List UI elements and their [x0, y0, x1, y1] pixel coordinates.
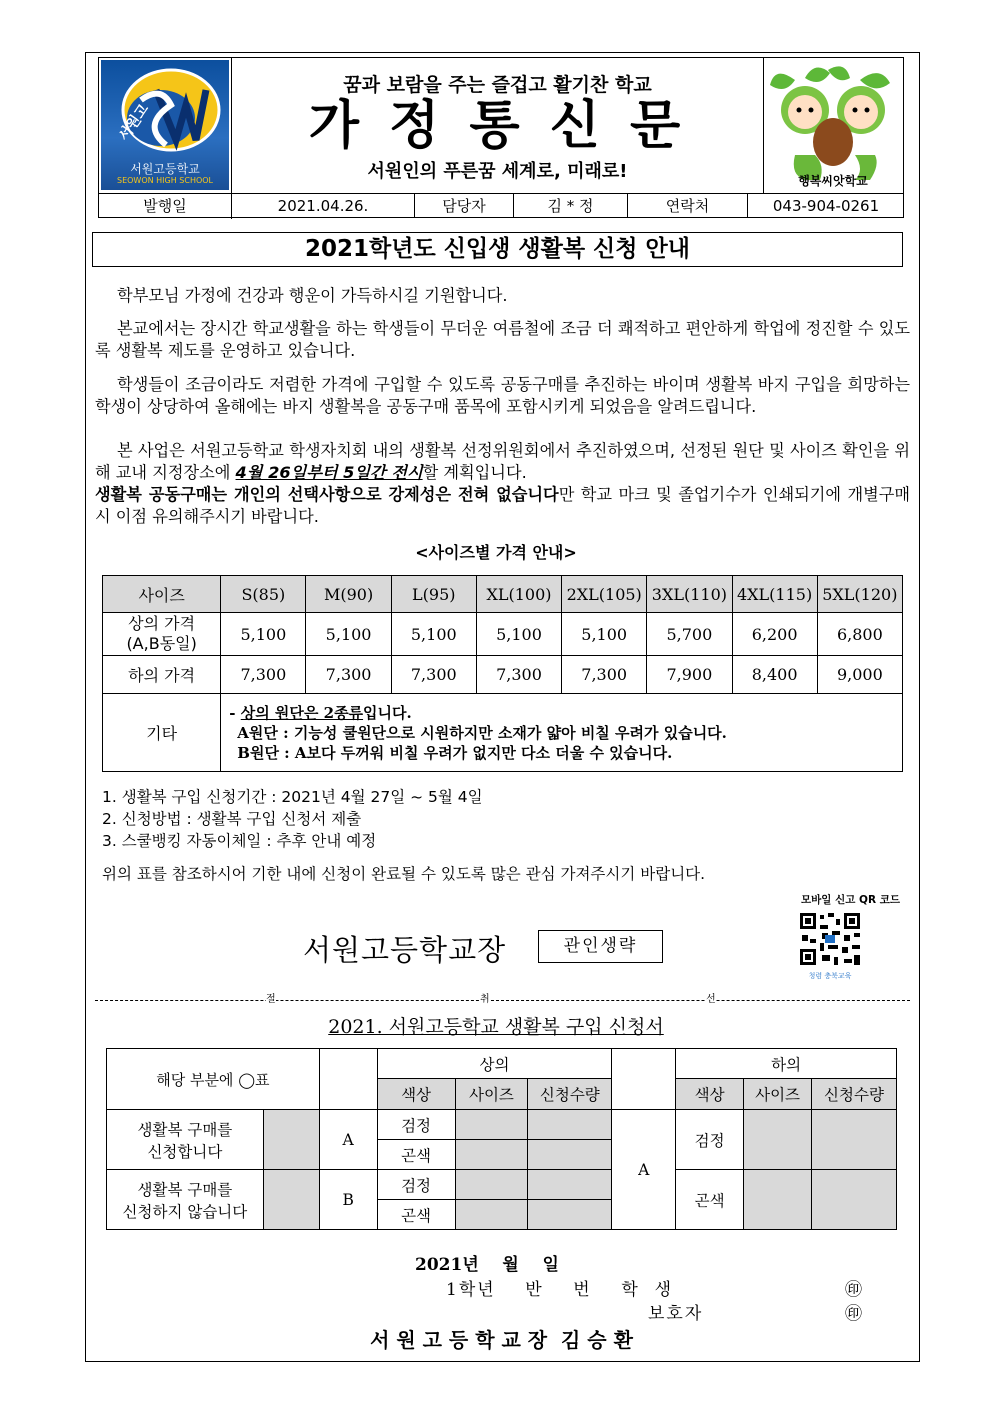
etc-label: 기타	[103, 694, 221, 772]
top-color-navy: 곤색	[377, 1140, 455, 1170]
size-cell: M(90)	[306, 576, 391, 613]
top-price: 5,100	[306, 613, 391, 656]
cut-line-char-2: 취	[480, 990, 490, 1005]
bottom-price: 7,300	[391, 656, 476, 694]
size-cell: 2XL(105)	[562, 576, 647, 613]
cut-line-char-1: 절	[266, 990, 276, 1005]
col-qty: 신청수량	[812, 1079, 897, 1110]
bottom-type-a: A	[612, 1110, 676, 1230]
noapply-mark-cell[interactable]	[263, 1170, 319, 1230]
closing-sentence: 위의 표를 참조하시어 기한 내에 신청이 완료될 수 있도록 많은 관심 가져주시기 바랍니다.	[102, 865, 706, 883]
manager-name: 김 * 정	[547, 197, 594, 215]
top-group-header: 상의	[377, 1049, 612, 1079]
newsletter-header	[98, 57, 904, 218]
principal-signature: 서 원 고 등 학 교 장 김 승 환	[370, 1328, 633, 1352]
size-cell: 5XL(120)	[817, 576, 902, 613]
logo-school-name-en: SEOWON HIGH SCHOOL	[116, 176, 214, 185]
school-logo	[101, 60, 229, 190]
principal-title: 서원고등학교장	[303, 933, 507, 967]
guardian-seal-mark: ㊞	[845, 1304, 862, 1324]
col-color: 색상	[377, 1079, 455, 1110]
step-item: 1. 생활복 구입 신청기간 : 2021년 4월 27일 ~ 5월 4일	[102, 788, 483, 806]
top-price: 6,800	[817, 613, 902, 656]
issue-date: 2021.04.26.	[277, 197, 369, 215]
exhibit-period: 4월 26일부터 5일간 전시	[235, 463, 423, 482]
logo-badge-text: 서원고	[115, 101, 153, 144]
top-qty-input[interactable]	[528, 1110, 612, 1140]
body-paragraph-5: 생활복 공동구매는 개인의 선택사항으로 강제성은 전혀 없습니다만 학교 마크 및 졸업기수가 인쇄되기에 개별구매시 이점 유의해주시기 바랍니다.	[95, 485, 910, 526]
qr-code[interactable]	[798, 911, 862, 980]
col-size: 사이즈	[744, 1079, 812, 1110]
top-size-input[interactable]	[455, 1200, 528, 1230]
form-date-line: 2021년 월 일	[415, 1255, 559, 1275]
top-color-navy: 곤색	[377, 1200, 455, 1230]
issue-date-label: 발행일	[143, 197, 187, 215]
cut-line-char-3: 선	[706, 990, 716, 1005]
qr-label: 모바일 신고 QR 코드	[801, 894, 900, 906]
application-steps	[102, 786, 483, 852]
contact-phone: 043-904-0261	[772, 197, 880, 215]
mascot-caption: 행복씨앗학교	[798, 174, 868, 188]
bottom-price: 9,000	[817, 656, 902, 694]
bottom-price: 7,900	[647, 656, 732, 694]
size-cell: XL(100)	[476, 576, 561, 613]
mascot-image	[765, 60, 901, 190]
top-type-a: A	[319, 1110, 377, 1170]
col-size: 사이즈	[455, 1079, 528, 1110]
top-qty-input[interactable]	[528, 1170, 612, 1200]
mascot-icon	[765, 60, 901, 190]
top-price: 5,700	[647, 613, 732, 656]
price-table	[102, 575, 903, 772]
mark-instruction: 해당 부분에 ◯표	[107, 1049, 320, 1110]
top-qty-input[interactable]	[528, 1140, 612, 1170]
size-cell: 4XL(115)	[732, 576, 817, 613]
apply-mark-cell[interactable]	[263, 1110, 319, 1170]
top-price: 5,100	[562, 613, 647, 656]
body-paragraph-4: 본 사업은 서원고등학교 학생자치회 내의 생활복 선정위원회에서 추진하였으며, 선정된 원단 및 사이즈 확인을 위해 교내 지정장소에 4월 26일부터 5일간 전시할 계획입니다.	[95, 441, 910, 482]
top-qty-input[interactable]	[528, 1200, 612, 1230]
slogan: 서원인의 푸른꿈 세계로, 미래로!	[367, 161, 628, 182]
top-size-input[interactable]	[455, 1110, 528, 1140]
top-color-black: 검정	[377, 1170, 455, 1200]
body-paragraph-3: 학생들이 조금이라도 저렴한 가격에 구입할 수 있도록 공동구매를 추진하는 바이며 생활복 바지 구입을 희망하는 학생이 상당하여 올해에는 바지 생활복을 공동구매 품목에 포함시키게 되었음을 알려드립니다.	[95, 375, 910, 416]
bottom-color-black: 검정	[676, 1110, 744, 1170]
body-paragraph-2: 본교에서는 장시간 학교생활을 하는 학생들이 무더운 여름철에 조금 더 쾌적하고 편안하게 학업에 정진할 수 있도록 생활복 제도를 운영하고 있습니다.	[95, 319, 910, 360]
price-table-caption: <사이즈별 가격 안내>	[415, 543, 577, 562]
top-color-black: 검정	[377, 1110, 455, 1140]
cut-line	[95, 1000, 910, 1001]
top-price-label: 상의 가격 (A,B동일)	[103, 613, 221, 656]
row-noapply-label: 생활복 구매를 신청하지 않습니다	[107, 1170, 264, 1230]
step-item: 2. 신청방법 : 생활복 구입 신청서 제출	[102, 810, 362, 828]
contact-label: 연락처	[665, 197, 710, 215]
top-price: 5,100	[476, 613, 561, 656]
newsletter-title: 가 정 통 신 문	[308, 96, 687, 156]
top-size-input[interactable]	[455, 1140, 528, 1170]
bottom-price: 7,300	[221, 656, 306, 694]
form-title: 2021. 서원고등학교 생활복 구입 신청서	[328, 1016, 664, 1038]
seal-omitted-box: 관인생략	[538, 930, 663, 963]
fabric-notes: - 상의 원단은 2종류입니다. A원단 : 기능성 쿨원단으로 시원하지만 소재가 얇아 비칠 우려가 있습니다. B원단 : A보다 두꺼워 비칠 우려가 없지만 다소 더울 수 있습니다.	[221, 694, 903, 772]
step-item: 3. 스쿨뱅킹 자동이체일 : 추후 안내 예정	[102, 832, 377, 850]
bottom-size-input[interactable]	[744, 1170, 812, 1230]
qr-caption: 청렴 충북교육	[808, 972, 852, 980]
logo-school-name: 서원고등학교	[130, 162, 200, 176]
size-cell: 3XL(110)	[647, 576, 732, 613]
row-apply-label: 생활복 구매를 신청합니다	[107, 1110, 264, 1170]
col-qty: 신청수량	[528, 1079, 612, 1110]
bottom-price: 8,400	[732, 656, 817, 694]
size-cell: L(95)	[391, 576, 476, 613]
bottom-price: 7,300	[306, 656, 391, 694]
top-price: 6,200	[732, 613, 817, 656]
manager-label: 담당자	[442, 197, 486, 215]
bottom-qty-input[interactable]	[812, 1110, 897, 1170]
bottom-price: 7,300	[476, 656, 561, 694]
bottom-color-navy: 곤색	[676, 1170, 744, 1230]
top-size-input[interactable]	[455, 1170, 528, 1200]
size-header: 사이즈	[103, 576, 221, 613]
student-line: 1학년 반 번 학 생	[446, 1280, 674, 1300]
bottom-group-header: 하의	[676, 1049, 897, 1079]
bottom-price-label: 하의 가격	[103, 656, 221, 694]
bottom-price: 7,300	[562, 656, 647, 694]
body-paragraph-1: 학부모님 가정에 건강과 행운이 가득하시길 기원합니다.	[117, 286, 508, 305]
application-form-table	[106, 1048, 897, 1230]
notice-title: 2021학년도 신입생 생활복 신청 안내	[92, 232, 903, 267]
motto: 꿈과 보람을 주는 즐겁고 활기찬 학교	[343, 74, 652, 96]
top-type-b: B	[319, 1170, 377, 1230]
size-cell: S(85)	[221, 576, 306, 613]
top-price: 5,100	[391, 613, 476, 656]
top-price: 5,100	[221, 613, 306, 656]
qr-code-icon	[798, 911, 862, 967]
bottom-size-input[interactable]	[744, 1110, 812, 1170]
bottom-qty-input[interactable]	[812, 1170, 897, 1230]
student-seal-mark: ㊞	[845, 1280, 862, 1300]
guardian-line: 보호자	[648, 1304, 704, 1324]
col-color: 색상	[676, 1079, 744, 1110]
